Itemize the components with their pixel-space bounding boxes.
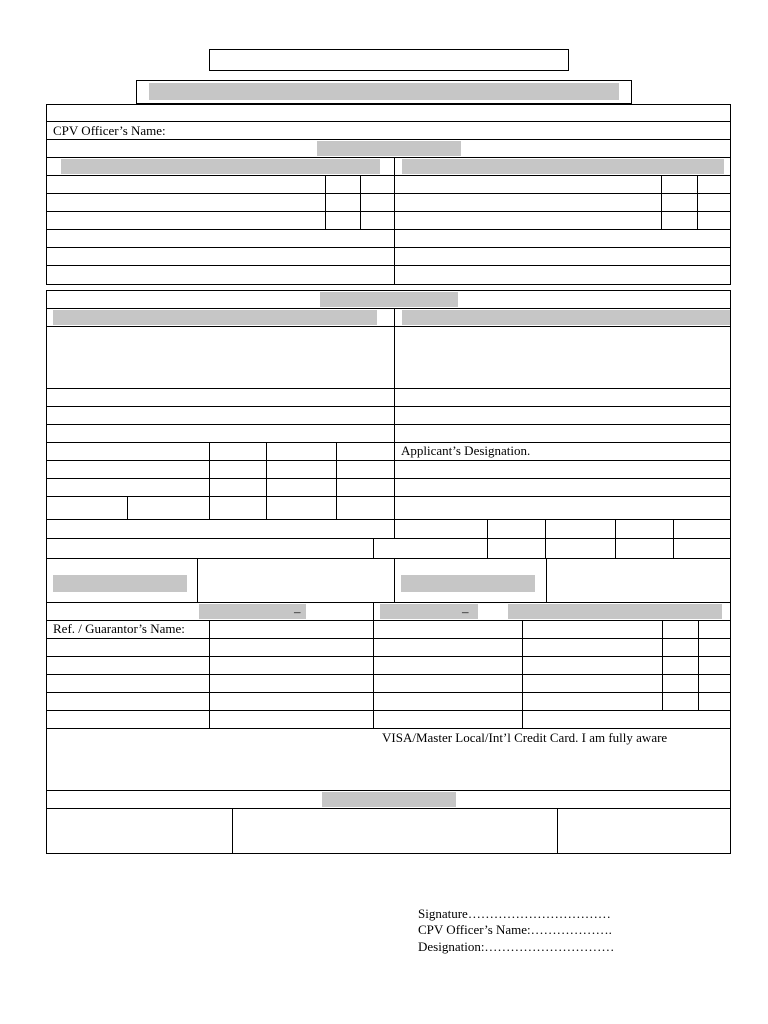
- applicant-designation-label: Applicant’s Designation.: [401, 443, 531, 458]
- cpv-officer-label: CPV Officer’s Name:: [53, 123, 166, 138]
- section-2-grid: [47, 291, 731, 854]
- cpv-officer-name-line: CPV Officer’s Name:……………….: [418, 922, 612, 937]
- section-dash-2: –: [462, 604, 469, 619]
- section-dash-1: –: [294, 604, 301, 619]
- signature-line: Signature……………………………: [418, 906, 611, 921]
- declaration-text: VISA/Master Local/Int’l Credit Card. I am fully aware: [382, 730, 668, 745]
- ref-guarantor-label: Ref. / Guarantor’s Name:: [53, 621, 185, 636]
- designation-line: Designation:…………………………: [418, 939, 615, 954]
